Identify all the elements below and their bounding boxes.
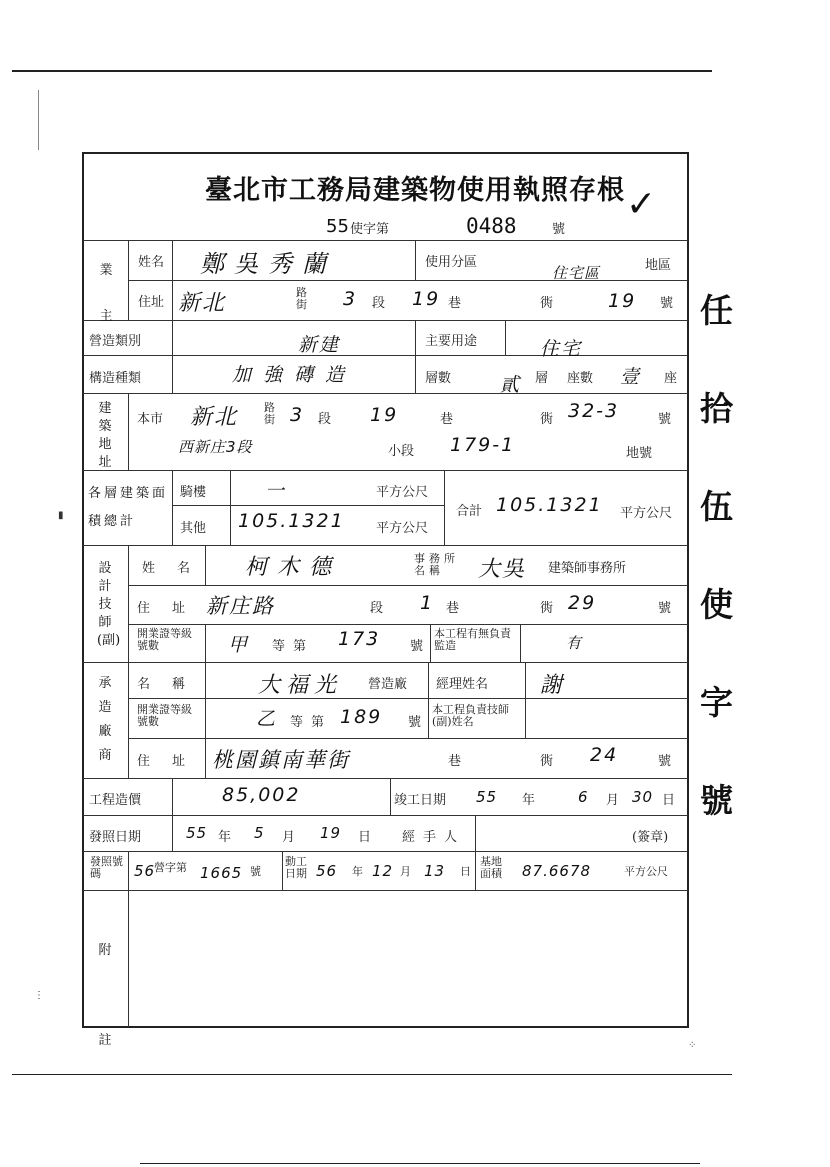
col-line	[415, 240, 416, 280]
build-permit-year: 56	[134, 862, 156, 880]
firm-lane-label: 巷	[448, 754, 462, 769]
floor-unit-label: 層	[535, 371, 549, 386]
row-line	[83, 470, 688, 471]
permit-suffix: 號	[552, 222, 566, 237]
site-road: 新北	[190, 405, 239, 430]
number-label: 號	[660, 296, 674, 311]
firm-number: 24	[590, 744, 619, 766]
row-line	[83, 815, 688, 816]
margin-side-text: 任拾伍使字號	[700, 291, 733, 820]
row-line	[128, 624, 688, 625]
floors-value: 貳	[500, 374, 522, 396]
site-alley-label: 衖	[540, 412, 554, 427]
designer-section-label: 段	[370, 601, 384, 616]
structure-label: 構造種類	[89, 371, 142, 386]
col-line	[230, 470, 231, 545]
start-day: 13	[424, 862, 446, 880]
row-line	[83, 393, 688, 394]
owner-lane: 19	[412, 288, 441, 310]
scan-speck: ⁘	[688, 1040, 697, 1051]
issue-year: 55	[186, 824, 208, 842]
designer-number-label: 號	[658, 601, 672, 616]
scan-edge-bottom	[12, 1074, 732, 1075]
start-date-label: 動工日期	[285, 855, 307, 880]
completion-month-label: 月	[606, 793, 620, 808]
col-line	[444, 470, 445, 545]
build-type-value: 新建	[298, 334, 341, 356]
scan-speck: ▮	[58, 510, 64, 521]
col-line	[520, 624, 521, 662]
permit-word: 使字第	[350, 222, 390, 237]
designer-alley-label: 衖	[540, 601, 554, 616]
main-use-value: 住宅	[540, 338, 583, 360]
row-line	[172, 505, 444, 506]
col-line	[128, 851, 129, 1027]
form-title: 臺北市工務局建築物使用執照存根	[205, 175, 625, 206]
col-line	[475, 815, 476, 851]
issue-date-label: 發照日期	[89, 830, 142, 845]
handler-label: 經手人	[402, 830, 466, 845]
site-number-label: 號	[658, 412, 672, 427]
row-line	[83, 890, 688, 891]
designer-address-label: 住址	[137, 601, 208, 616]
office-suffix: 建築師事務所	[548, 561, 627, 576]
designer-name-label: 姓名	[142, 561, 213, 576]
road-street-label: 路街	[296, 286, 307, 311]
col-line	[128, 393, 129, 470]
permit-form	[82, 152, 689, 1028]
firm-name-label: 名稱	[137, 677, 208, 692]
col-line	[428, 662, 429, 738]
firm-license-number: 189	[340, 706, 383, 728]
completion-label: 竣工日期	[394, 793, 447, 808]
scan-edge-top	[12, 70, 712, 72]
designer-number: 29	[568, 592, 597, 614]
designer-grade-word: 等第	[272, 639, 315, 654]
designer-license-number: 173	[338, 628, 381, 650]
designer-license-suffix: 號	[410, 639, 424, 654]
manager-name-label: 經理姓名	[436, 677, 489, 692]
col-line	[128, 240, 129, 320]
issue-day-label: 日	[358, 830, 372, 845]
designer-road: 新庄路	[206, 594, 275, 618]
designer-grade: 甲	[228, 634, 250, 656]
blocks-value: 壹	[620, 366, 642, 388]
col-line	[475, 851, 476, 890]
lane-label: 巷	[448, 296, 462, 311]
floor-area-label: 各層建築面積總計	[88, 486, 169, 529]
cost-label: 工程造價	[89, 793, 142, 808]
site-area-sqm-label: 平方公尺	[624, 865, 668, 878]
supervisor-label: 本工程有無負責監造	[434, 627, 511, 652]
check-mark: ✓	[626, 184, 657, 225]
start-month-label: 月	[400, 865, 411, 878]
col-line	[172, 470, 173, 545]
engineer-label: 本工程負責技師(副)姓名	[432, 703, 509, 728]
completion-day: 30	[632, 788, 654, 806]
firm-grade-word: 等第	[290, 715, 333, 730]
row-line	[83, 851, 688, 852]
row-line	[83, 545, 688, 546]
col-line	[415, 320, 416, 393]
supervisor-value: 有	[566, 634, 583, 652]
designer-lane: 1	[420, 592, 435, 614]
designer-group-label: 設計技師(副)	[97, 561, 121, 648]
designer-lane-label: 巷	[446, 601, 460, 616]
firm-license-suffix: 號	[408, 715, 422, 730]
firm-address-label: 住址	[137, 754, 208, 769]
col-line	[172, 320, 173, 393]
contractor-group-label: 承造廠商	[98, 676, 112, 763]
scan-speck: ⋮	[34, 990, 44, 1001]
other-sqm-label: 平方公尺	[376, 521, 429, 536]
remarks-label: 附註	[98, 943, 112, 1048]
col-line	[128, 545, 129, 778]
row-line	[83, 240, 688, 241]
site-section-label: 段	[318, 412, 332, 427]
permit-number: 0488	[466, 214, 517, 238]
site-area-name: 西新庄3段	[178, 438, 253, 456]
other-area: 105.1321	[238, 510, 345, 532]
total-area: 105.1321	[496, 494, 603, 516]
arcade-area: 一	[265, 480, 287, 502]
site-lane-label: 巷	[440, 412, 454, 427]
site-section: 3	[290, 404, 305, 426]
arcade-label: 騎樓	[180, 485, 207, 500]
owner-number: 19	[608, 290, 637, 312]
completion-year: 55	[476, 788, 498, 806]
row-line	[128, 280, 688, 281]
build-permit-word: 營字第	[154, 861, 187, 874]
issue-month-label: 月	[282, 830, 296, 845]
lot-label: 地號	[626, 446, 653, 461]
firm-grade: 乙	[256, 708, 278, 730]
build-permit-suffix: 號	[250, 865, 261, 878]
scan-edge-footer	[140, 1163, 700, 1164]
city-label: 本市	[137, 412, 164, 427]
row-line	[83, 778, 688, 779]
site-lot: 179-1	[450, 434, 516, 456]
building-site-label: 建築地址	[98, 401, 112, 470]
site-number: 32-3	[568, 400, 620, 422]
row-line	[128, 585, 688, 586]
start-day-label: 日	[460, 865, 471, 878]
address-label: 住址	[138, 295, 165, 310]
site-road-street-label: 路街	[264, 401, 275, 426]
owner-name: 鄭吳秀蘭	[200, 250, 336, 278]
start-year: 56	[316, 862, 338, 880]
manager-name: 謝	[540, 673, 565, 698]
office-name-label: 事務所名稱	[414, 552, 459, 577]
build-permit-number: 1665	[200, 864, 243, 882]
firm-number-label: 號	[658, 754, 672, 769]
permit-prefix: 55	[326, 216, 349, 237]
office-name: 大吳	[478, 557, 527, 582]
completion-month: 6	[578, 788, 589, 806]
section-label: 段	[372, 296, 386, 311]
firm-license-label: 開業證等級號數	[137, 703, 192, 728]
alley-label: 衖	[540, 296, 554, 311]
owner-road: 新北	[178, 291, 227, 316]
firm-alley-label: 衖	[540, 754, 554, 769]
firm-address: 桃園鎮南華街	[212, 748, 350, 772]
name-label: 姓名	[138, 255, 165, 270]
owner-section: 3	[343, 288, 358, 310]
use-zone-label: 使用分區	[425, 255, 478, 270]
total-label: 合計	[456, 504, 483, 519]
permit-no-label: 發照號碼	[90, 855, 123, 880]
col-line	[505, 320, 506, 355]
issue-month: 5	[254, 824, 265, 842]
row-line	[128, 698, 688, 699]
other-label: 其他	[180, 521, 207, 536]
build-type-label: 營造類別	[89, 334, 142, 349]
row-line	[83, 355, 688, 356]
col-line	[172, 778, 173, 851]
completion-year-label: 年	[522, 793, 536, 808]
cost-value: 85,002	[222, 784, 301, 806]
blocks-label: 座數	[567, 371, 594, 386]
issue-day: 19	[320, 824, 342, 842]
col-line	[390, 778, 391, 815]
row-line	[128, 738, 688, 739]
floors-label: 層數	[425, 371, 452, 386]
col-line	[172, 240, 173, 320]
completion-day-label: 日	[662, 793, 676, 808]
scan-edge-left	[38, 90, 39, 150]
row-line	[83, 662, 688, 663]
designer-name: 柯木德	[245, 555, 342, 580]
col-line	[282, 851, 283, 890]
use-zone-value: 住宅區	[552, 264, 601, 282]
subsection-label: 小段	[388, 444, 415, 459]
block-unit-label: 座	[664, 371, 678, 386]
owner-group-label: 業主	[99, 263, 113, 324]
col-line	[430, 624, 431, 662]
col-line	[525, 662, 526, 738]
firm-name: 大福光	[258, 673, 343, 698]
row-line	[83, 320, 688, 321]
start-month: 12	[372, 862, 394, 880]
main-use-label: 主要用途	[425, 334, 478, 349]
zone-unit-label: 地區	[645, 258, 672, 273]
arcade-sqm-label: 平方公尺	[376, 485, 429, 500]
total-sqm-label: 平方公尺	[620, 506, 673, 521]
site-lane: 19	[370, 404, 399, 426]
seal-label: (簽章)	[632, 830, 669, 845]
designer-license-label: 開業證等級號數	[137, 627, 192, 652]
start-year-label: 年	[352, 865, 363, 878]
structure-value: 加強磚造	[232, 364, 357, 386]
firm-suffix: 營造廠	[368, 677, 408, 692]
issue-year-label: 年	[218, 830, 232, 845]
site-area-value: 87.6678	[522, 862, 592, 880]
site-area-label: 基地面積	[480, 855, 502, 880]
